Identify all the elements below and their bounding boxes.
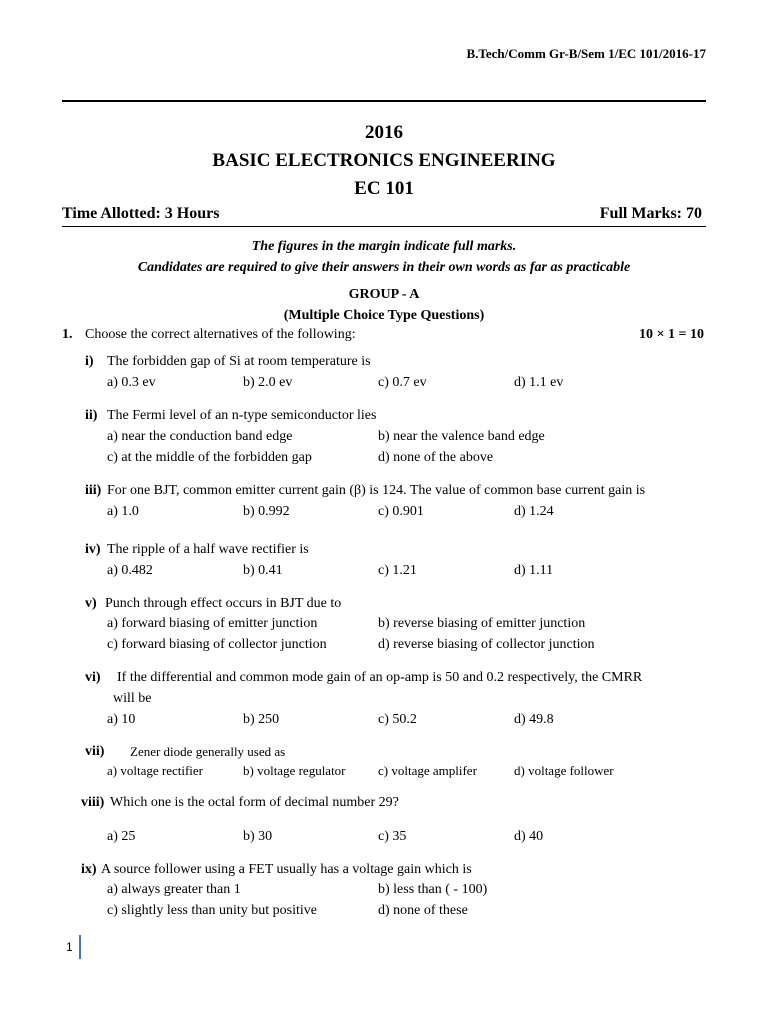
option: d) none of the above bbox=[378, 450, 494, 465]
header-rule bbox=[62, 100, 706, 102]
option: c) 0.901 bbox=[378, 504, 424, 519]
option: a) 0.482 bbox=[107, 563, 153, 578]
option: a) voltage rectifier bbox=[107, 763, 203, 778]
subquestion-text: Zener diode generally used as bbox=[130, 744, 286, 759]
subquestion-number: v) bbox=[85, 596, 97, 611]
subject-code: EC 101 bbox=[354, 178, 414, 199]
option: b) 30 bbox=[243, 829, 273, 844]
option: a) forward biasing of emitter junction bbox=[107, 616, 318, 631]
subquestion-number: ii) bbox=[85, 408, 98, 423]
option: a) 0.3 ev bbox=[107, 375, 156, 390]
option: b) voltage regulator bbox=[243, 763, 346, 778]
option: d) none of these bbox=[378, 903, 468, 918]
option: d) 1.11 bbox=[514, 563, 554, 578]
full-marks: Full Marks: 70 bbox=[599, 205, 702, 222]
option: b) less than ( - 100) bbox=[378, 882, 488, 897]
subquestion-number: iii) bbox=[85, 483, 102, 498]
option: c) forward biasing of collector junction bbox=[107, 637, 327, 652]
subquestion-text: Punch through effect occurs in BJT due to bbox=[105, 596, 342, 611]
option: c) 50.2 bbox=[378, 712, 417, 727]
page-number: 1 bbox=[66, 940, 73, 954]
option: b) 2.0 ev bbox=[243, 375, 293, 390]
option: d) voltage follower bbox=[514, 763, 614, 778]
option: c) slightly less than unity but positive bbox=[107, 903, 317, 918]
question-marks: 10 × 1 = 10 bbox=[639, 327, 704, 342]
subquestion-number: ix) bbox=[81, 862, 97, 877]
subject-title: BASIC ELECTRONICS ENGINEERING bbox=[212, 150, 556, 171]
subquestion-text: The forbidden gap of Si at room temperature is bbox=[107, 354, 371, 369]
subquestion-number: vii) bbox=[85, 744, 105, 759]
option: d) 1.1 ev bbox=[514, 375, 564, 390]
option: d) 49.8 bbox=[514, 712, 554, 727]
option: b) 0.41 bbox=[243, 563, 283, 578]
option: c) 1.21 bbox=[378, 563, 417, 578]
subquestion-text: A source follower using a FET usually has a voltage gain which is bbox=[101, 862, 472, 877]
option: d) 1.24 bbox=[514, 504, 554, 519]
subquestion-number: i) bbox=[85, 354, 94, 369]
option: a) 25 bbox=[107, 829, 136, 844]
option: b) near the valence band edge bbox=[378, 429, 545, 444]
instruction-line: Candidates are required to give their answers in their own words as far as practicable bbox=[137, 260, 631, 275]
subquestion-text: The ripple of a half wave rectifier is bbox=[107, 542, 309, 557]
option: b) 0.992 bbox=[243, 504, 290, 519]
subquestion-number: vi) bbox=[85, 670, 101, 685]
subquestion-text: For one BJT, common emitter current gain (β) is 124. The value of common base current gain is bbox=[107, 483, 646, 498]
option: d) reverse biasing of collector junction bbox=[378, 637, 595, 652]
option: c) 35 bbox=[378, 829, 407, 844]
group-heading: GROUP - A bbox=[348, 287, 420, 302]
question-text: Choose the correct alternatives of the following: bbox=[85, 327, 356, 342]
time-allotted: Time Allotted: 3 Hours bbox=[62, 205, 220, 222]
instruction-line: The figures in the margin indicate full marks. bbox=[251, 239, 517, 254]
subquestion-text-continued: will be bbox=[113, 691, 152, 706]
option: d) 40 bbox=[514, 829, 544, 844]
option: a) 10 bbox=[107, 712, 136, 727]
option: a) always greater than 1 bbox=[107, 882, 241, 897]
subquestion-number: viii) bbox=[81, 795, 105, 810]
option: a) near the conduction band edge bbox=[107, 429, 293, 444]
option: c) 0.7 ev bbox=[378, 375, 427, 390]
option: c) voltage amplifer bbox=[378, 763, 477, 778]
page-number-bar bbox=[79, 935, 81, 959]
subquestion-text: Which one is the octal form of decimal number 29? bbox=[110, 795, 399, 810]
subquestion-text: If the differential and common mode gain of an op-amp is 50 and 0.2 respectively, the CMRR bbox=[117, 670, 643, 685]
option: b) 250 bbox=[243, 712, 280, 727]
exam-year: 2016 bbox=[365, 122, 403, 143]
option: c) at the middle of the forbidden gap bbox=[107, 450, 312, 465]
subquestion-number: iv) bbox=[85, 542, 101, 557]
question-number: 1. bbox=[62, 327, 73, 342]
document-code: B.Tech/Comm Gr-B/Sem 1/EC 101/2016-17 bbox=[466, 46, 706, 61]
option: b) reverse biasing of emitter junction bbox=[378, 616, 586, 631]
title-rule bbox=[62, 226, 706, 227]
subquestion-text: The Fermi level of an n-type semiconductor lies bbox=[107, 408, 377, 423]
group-subtitle: (Multiple Choice Type Questions) bbox=[283, 308, 485, 323]
option: a) 1.0 bbox=[107, 504, 139, 519]
